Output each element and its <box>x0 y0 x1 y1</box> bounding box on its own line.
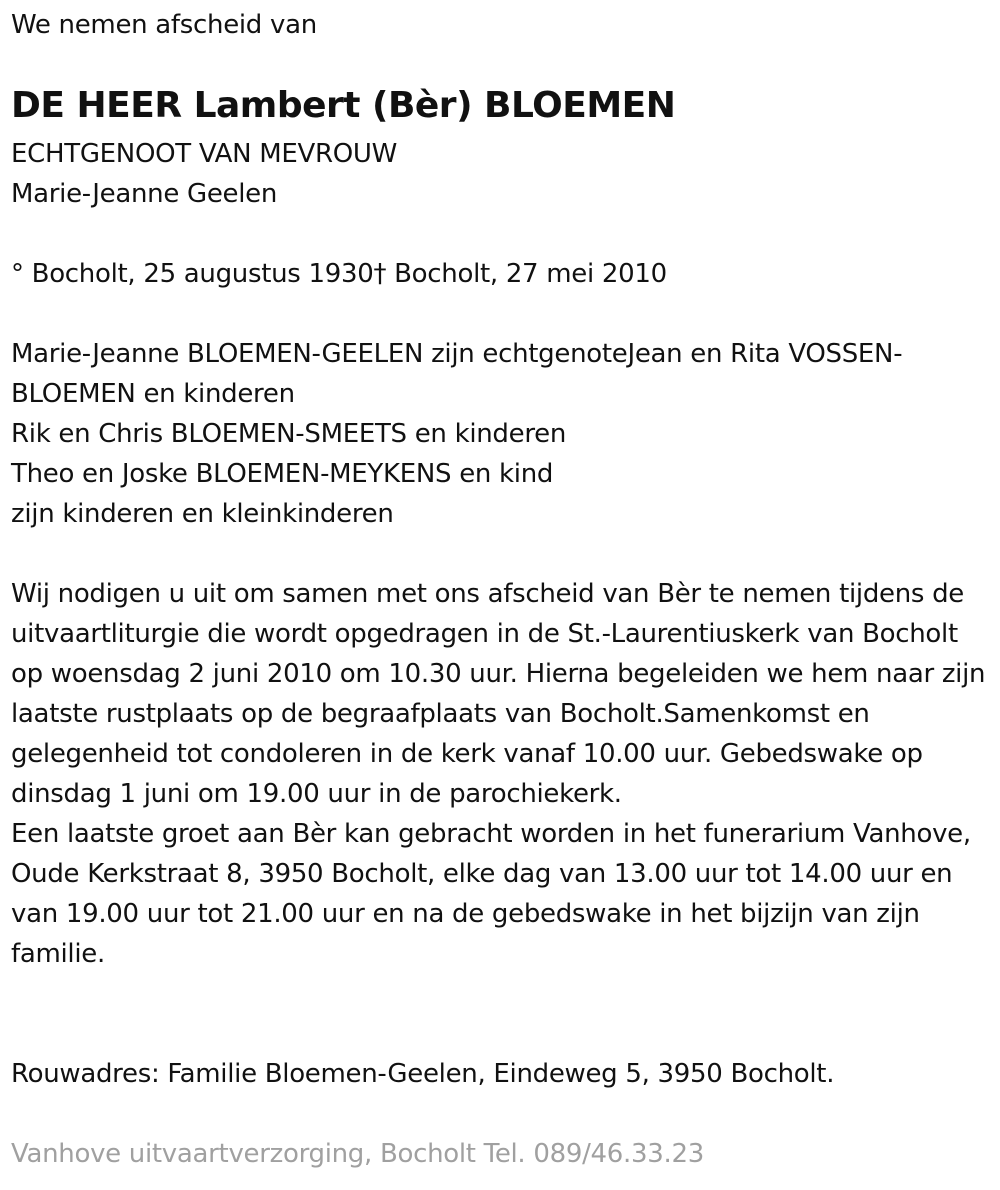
deceased-name: DE HEER Lambert (Bèr) BLOEMEN <box>11 85 676 126</box>
funeral-home-footer: Vanhove uitvaartverzorging, Bocholt Tel. 089/46.33.23 <box>11 1139 704 1169</box>
visitation-paragraph: Een laatste groet aan Bèr kan gebracht worden in het funerarium Vanhove, Oude Kerkstraat 8, 3950 Bocholt, elke dag van 13.00 uur tot 14.00 uur en van 19.00 uur tot 21.00 uur en na de gebedswake in het bijzijn van zijn familie. <box>11 819 971 969</box>
family-line: zijn kinderen en kleinkinderen <box>11 499 394 529</box>
spouse-name: Marie-Jeanne Geelen <box>11 179 278 209</box>
family-line: Rik en Chris BLOEMEN-SMEETS en kinderen <box>11 419 567 449</box>
invitation-text <box>11 574 986 974</box>
family-list <box>11 334 986 534</box>
intro-text: We nemen afscheid van <box>11 10 317 40</box>
mourning-address: Rouwadres: Familie Bloemen-Geelen, Eindeweg 5, 3950 Bocholt. <box>11 1059 835 1089</box>
family-line: Theo en Joske BLOEMEN-MEYKENS en kind <box>11 459 554 489</box>
birth-death-dates: ° Bocholt, 25 augustus 1930† Bocholt, 27 mei 2010 <box>11 259 667 289</box>
spouse-title: ECHTGENOOT VAN MEVROUW <box>11 139 398 169</box>
invitation-paragraph: Wij nodigen u uit om samen met ons afscheid van Bèr te nemen tijdens de uitvaartliturgie die wordt opgedragen in de St.-Laurentiuskerk van Bocholt op woensdag 2 juni 2010 om 10.30 uur. Hierna begeleiden we hem naar zijn laatste rustplaats op de begraafplaats van Bocholt.Samenkomst en gelegenheid tot condoleren in de kerk vanaf 10.00 uur. Gebedswake op dinsdag 1 juni om 19.00 uur in de parochiekerk. <box>11 579 986 809</box>
family-line: Marie-Jeanne BLOEMEN-GEELEN zijn echtgenoteJean en Rita VOSSEN-BLOEMEN en kinderen <box>11 339 903 409</box>
